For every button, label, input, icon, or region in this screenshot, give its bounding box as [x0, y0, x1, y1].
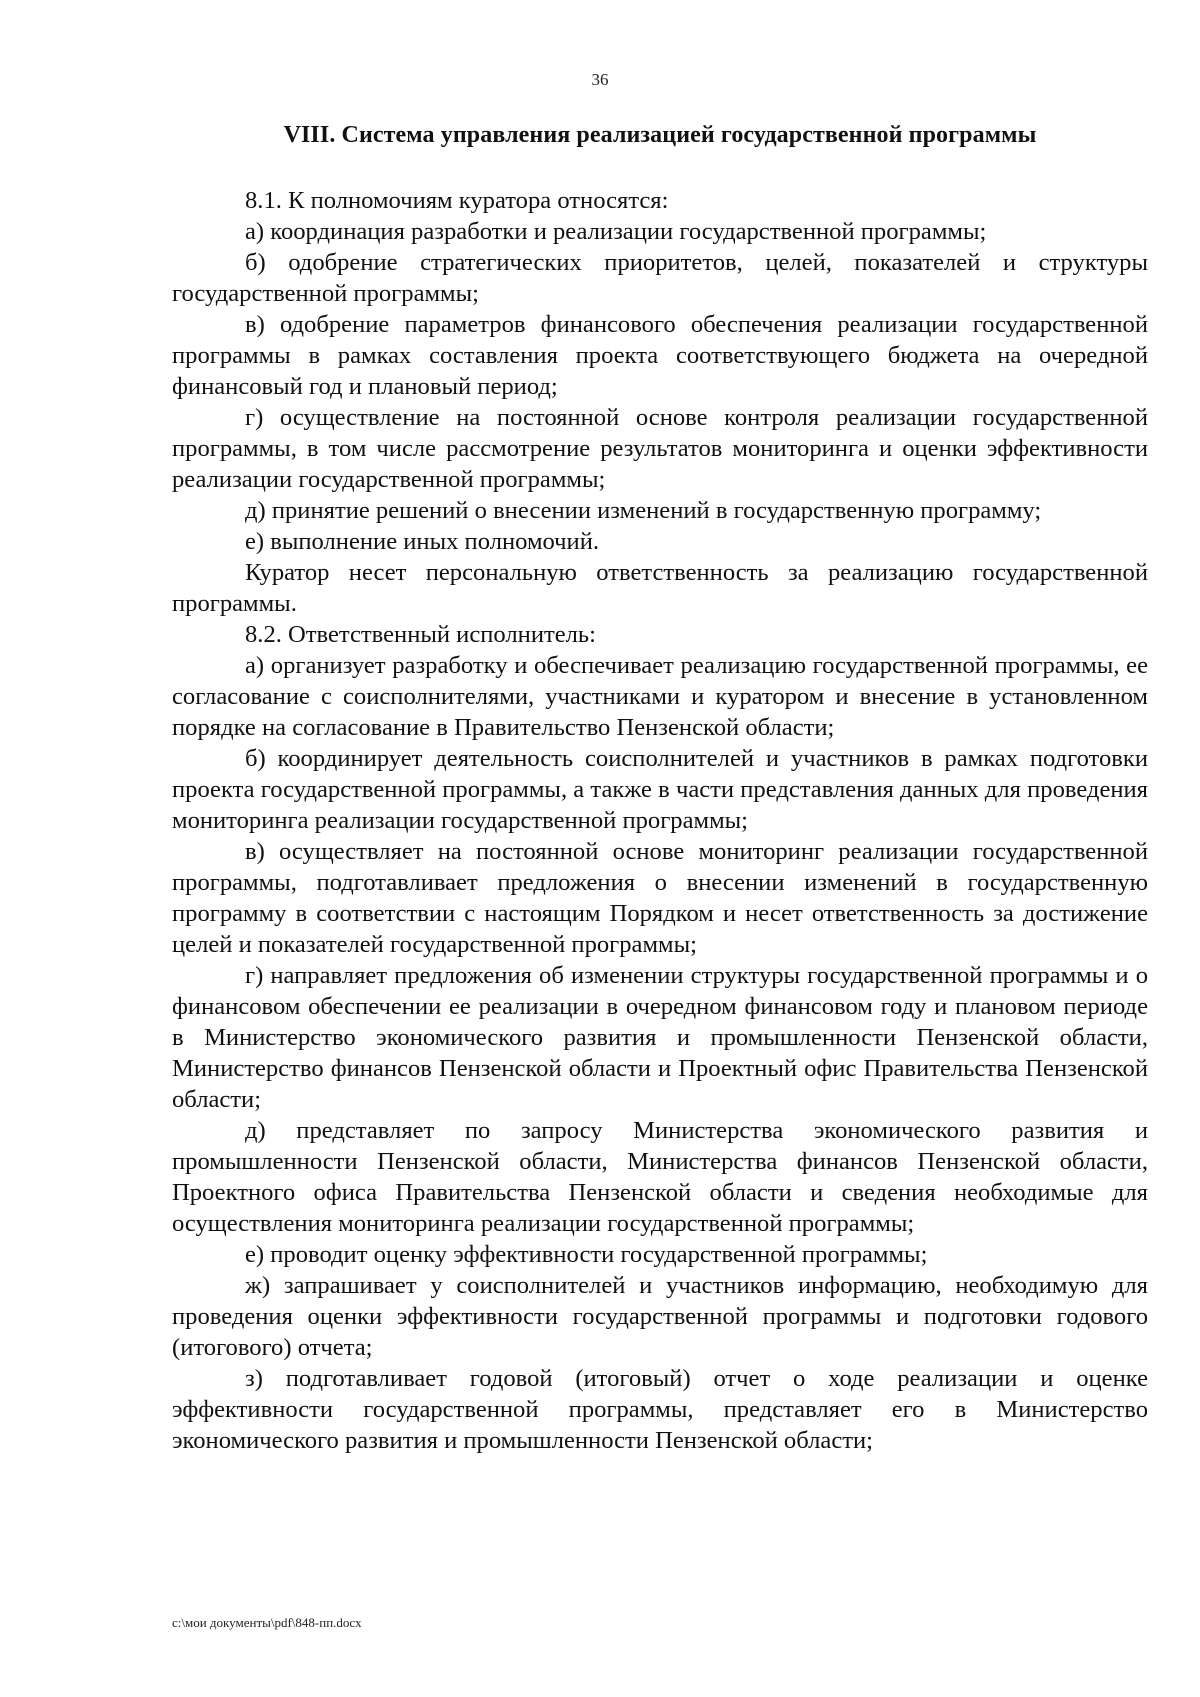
paragraph: б) координирует деятельность соисполнителей и участников в рамках подготовки проекта государственной программы, а также в части представления данных для проведения мониторинга реализации государственной программы; [172, 745, 1148, 834]
paragraph: б) одобрение стратегических приоритетов, целей, показателей и структуры государственной программы; [172, 249, 1148, 307]
paragraph: ж) запрашивает у соисполнителей и участников информацию, необходимую для проведения оценки эффективности государственной программы и подготовки годового (итогового) отчета; [172, 1272, 1148, 1361]
paragraph: а) организует разработку и обеспечивает реализацию государственной программы, ее согласование с соисполнителями, участниками и куратором и внесение в установленном порядке на согласование в Правительство Пензенской области; [172, 652, 1148, 741]
paragraph: д) представляет по запросу Министерства экономического развития и промышленности Пензенской области, Министерства финансов Пензенской области, Проектного офиса Правительства Пензенской области и сведения необходимые для осуществления мониторинга реализации государственной программы; [172, 1117, 1148, 1237]
paragraph: з) подготавливает годовой (итоговый) отчет о ходе реализации и оценке эффективности государственной программы, представляет его в Министерство экономического развития и промышленности Пензенской области; [172, 1365, 1148, 1454]
paragraph: в) осуществляет на постоянной основе мониторинг реализации государственной программы, подготавливает предложения о внесении изменений в государственную программу в соответствии с настоящим Порядком и несет ответственность за достижение целей и показателей государственной программы; [172, 838, 1148, 958]
footer-file-path: c:\мои документы\pdf\848-пп.docx [172, 1615, 362, 1630]
paragraph: е) выполнение иных полномочий. [245, 528, 600, 555]
paragraph: г) направляет предложения об изменении структуры государственной программы и о финансовом обеспечении ее реализации в очередном финансовом году и плановом периоде в Министерство экономического развития и промышленности Пензенской области, Министерство финансов Пензенской области и Проектный офис Правительства Пензенской области; [172, 962, 1148, 1113]
paragraph: Куратор несет персональную ответственность за реализацию государственной программы. [172, 559, 1148, 617]
paragraph: в) одобрение параметров финансового обеспечения реализации государственной программы в рамках составления проекта соответствующего бюджета на очередной финансовый год и плановый период; [172, 311, 1148, 400]
paragraph: д) принятие решений о внесении изменений в государственную программу; [245, 497, 1042, 524]
section-title: VIII. Система управления реализацией государственной программы [283, 122, 1037, 148]
body-text [172, 185, 1148, 1456]
paragraph: г) осуществление на постоянной основе контроля реализации государственной программы, в том числе рассмотрение результатов мониторинга и оценки эффективности реализации государственной программы; [172, 404, 1148, 493]
paragraph: 8.2. Ответственный исполнитель: [245, 621, 596, 648]
page-number: 36 [591, 70, 609, 89]
paragraph: е) проводит оценку эффективности государственной программы; [245, 1241, 928, 1268]
paragraph: а) координация разработки и реализации государственной программы; [245, 218, 987, 245]
paragraph: 8.1. К полномочиям куратора относятся: [245, 187, 669, 214]
